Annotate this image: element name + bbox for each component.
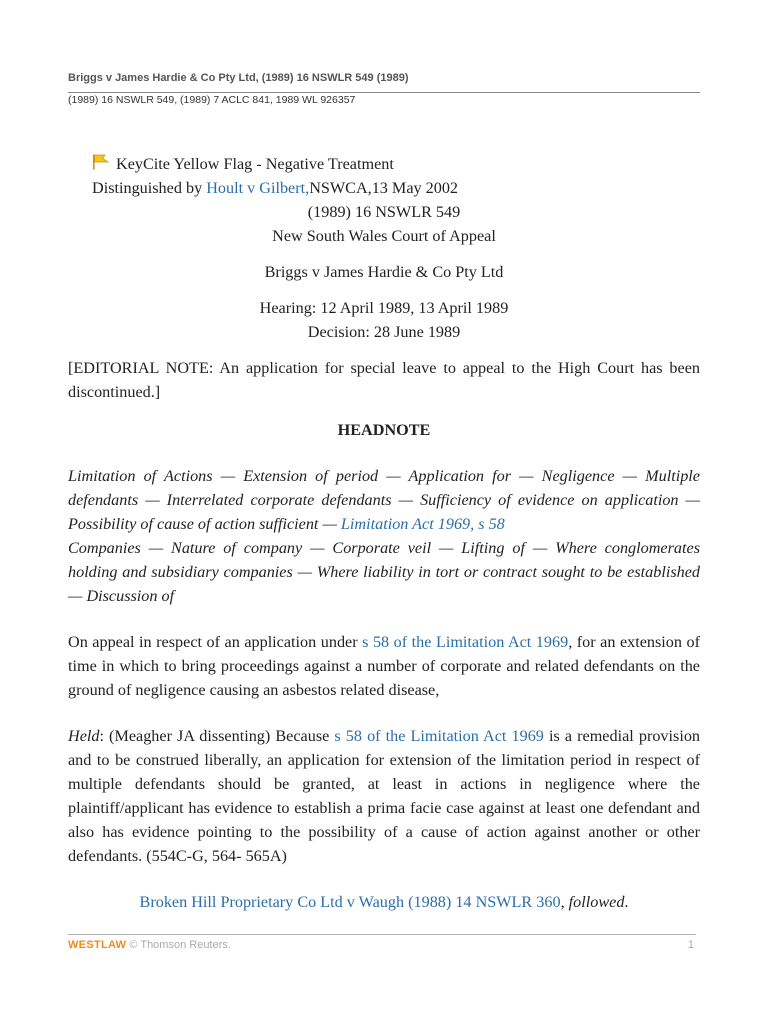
followed-end: . <box>624 893 629 911</box>
document-body <box>68 152 700 914</box>
copyright-text: © Thomson Reuters. <box>126 939 231 951</box>
page-footer <box>68 939 696 951</box>
hoult-v-gilbert-link[interactable]: Hoult v Gilbert, <box>206 179 310 197</box>
editorial-note: [EDITORIAL NOTE: An application for special leave to appeal to the High Court has been discontinued.] <box>68 359 700 401</box>
held-suffix: is a remedial provision and to be construed liberally, an application for extension of the limitation period in respect of multiple defendants should be granted, at least in actions in negligence where the plaintiff/applicant has evidence to establish a prima facie case against at least one defendant and also has evidence pointing to the possibility of a cause of action against another or other defendants. (554C-G, 564- 565A) <box>68 727 701 865</box>
followed-line <box>68 890 700 914</box>
appeal-prefix: On appeal in respect of an application under <box>68 633 363 651</box>
decision-date: Decision: 28 June 1989 <box>307 323 461 341</box>
keycite-line <box>68 152 700 176</box>
held-prefix: : (Meagher JA dissenting) Because <box>99 727 335 745</box>
distinguished-suffix: NSWCA,13 May 2002 <box>309 179 459 197</box>
appeal-s58-link[interactable]: s 58 of the Limitation Act 1969 <box>362 633 569 651</box>
westlaw-logo: WESTLAW <box>68 939 127 951</box>
appeal-suffix: , for an extension of time in which to bring proceedings against a number of corporate and related defendants on the ground of negligence causing an asbestos related disease, <box>68 633 700 699</box>
citations-header: (1989) 16 NSWLR 549, (1989) 7 ACLC 841, 1989 WL 926357 <box>68 94 356 106</box>
catchwords-part-1: Limitation of Actions — Extension of period — Application for — Negligence — Multiple defendants — Interrelated corporate defendants — Sufficiency of evidence on application — Possibility of cause of action sufficient — <box>68 467 700 533</box>
catchwords-paragraph <box>68 464 700 608</box>
keycite-label: KeyCite Yellow Flag - Negative Treatment <box>116 155 394 173</box>
held-s58-link[interactable]: s 58 of the Limitation Act 1969 <box>334 727 544 745</box>
broken-hill-link[interactable]: Broken Hill Proprietary Co Ltd v Waugh (1988) 14 NSWLR 360 <box>139 893 561 911</box>
held-paragraph <box>68 724 700 868</box>
page-number: 1 <box>687 939 694 951</box>
appeal-paragraph <box>68 630 700 702</box>
distinguished-prefix: Distinguished by <box>92 179 207 197</box>
headnote-heading: HEADNOTE <box>337 421 431 439</box>
hearing-date: Hearing: 12 April 1989, 13 April 1989 <box>259 299 509 317</box>
followed-word: followed <box>568 893 625 911</box>
header-divider <box>68 92 700 93</box>
held-label: Held <box>68 727 100 745</box>
distinguished-line <box>68 176 700 200</box>
yellow-flag-icon <box>92 154 110 170</box>
document-title-header: Briggs v James Hardie & Co Pty Ltd, (1989) 16 NSWLR 549 (1989) <box>68 72 409 84</box>
limitation-act-s58-link[interactable]: Limitation Act 1969, s 58 <box>340 515 505 533</box>
catchwords-part-2: Companies — Nature of company — Corporate veil — Lifting of — Where conglomerates holding and subsidiary companies — Where liability in tort or contract sought to be established — Discussion of <box>68 539 700 605</box>
court-name: New South Wales Court of Appeal <box>272 227 496 245</box>
report-citation: (1989) 16 NSWLR 549 <box>307 203 461 221</box>
followed-separator: , <box>560 893 569 911</box>
case-name: Briggs v James Hardie & Co Pty Ltd <box>264 263 504 281</box>
footer-divider <box>68 934 696 935</box>
